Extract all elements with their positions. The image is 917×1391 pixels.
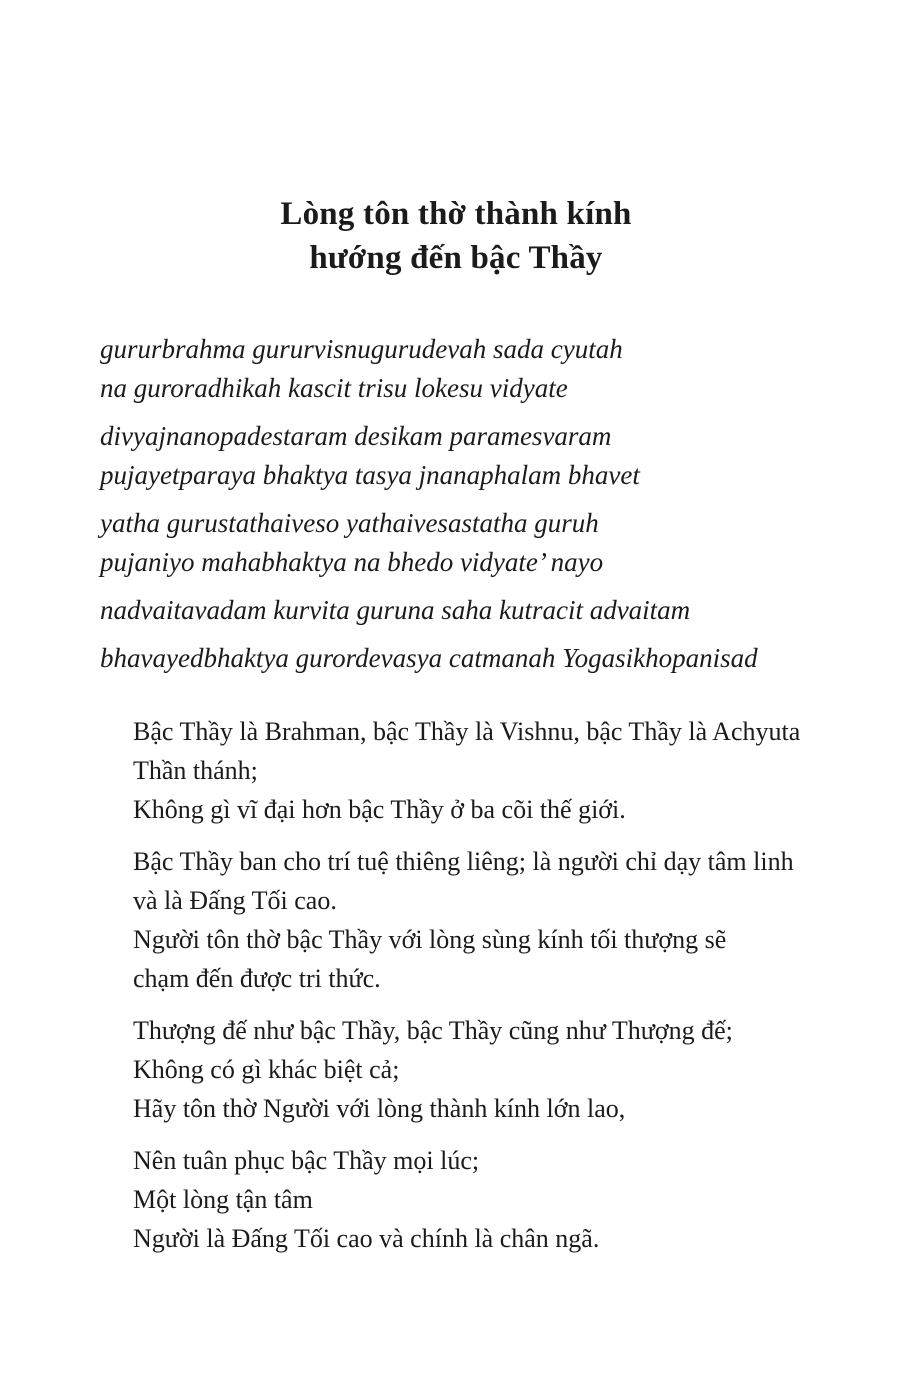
page-title-line-2: hướng đến bậc Thầy bbox=[309, 240, 603, 276]
vietnamese-translation-section bbox=[100, 712, 812, 1258]
translation-line: Bậc Thầy ban cho trí tuệ thiêng liêng; là người chỉ dạy tâm linh bbox=[133, 847, 794, 876]
sanskrit-line: na guroradhikah kascit trisu lokesu vidyate bbox=[100, 373, 568, 403]
translation-line: Người tôn thờ bậc Thầy với lòng sùng kính tối thượng sẽ bbox=[133, 925, 727, 954]
translation-line: Người là Đấng Tối cao và chính là chân ngã. bbox=[133, 1224, 600, 1253]
sanskrit-line: yatha gurustathaiveso yathaivesastatha guruh bbox=[100, 508, 599, 538]
translation-line: Nên tuân phục bậc Thầy mọi lúc; bbox=[133, 1146, 480, 1175]
translation-paragraph bbox=[133, 842, 812, 998]
translation-line: Thượng đế như bậc Thầy, bậc Thầy cũng như Thượng đế; bbox=[133, 1016, 733, 1045]
sanskrit-verse-section bbox=[100, 330, 812, 678]
sanskrit-line: bhavayedbhaktya gurordevasya catmanah Yogasikhopanisad bbox=[100, 643, 758, 673]
sanskrit-stanza bbox=[100, 639, 812, 678]
page-title-line-1: Lòng tôn thờ thành kính bbox=[280, 196, 632, 232]
translation-paragraph bbox=[133, 1011, 812, 1128]
translation-line: và là Đấng Tối cao. bbox=[133, 886, 337, 915]
translation-line: Bậc Thầy là Brahman, bậc Thầy là Vishnu, bậc Thầy là Achyuta bbox=[133, 717, 801, 746]
sanskrit-line: pujaniyo mahabhaktya na bhedo vidyate’ nayo bbox=[100, 547, 604, 577]
sanskrit-line: pujayetparaya bhaktya tasya jnanaphalam bhavet bbox=[100, 460, 640, 490]
sanskrit-stanza bbox=[100, 330, 812, 408]
sanskrit-line: nadvaitavadam kurvita guruna saha kutracit advaitam bbox=[100, 595, 691, 625]
page-title bbox=[100, 192, 812, 280]
sanskrit-stanza bbox=[100, 504, 812, 582]
sanskrit-stanza bbox=[100, 417, 812, 495]
sanskrit-line: divyajnanopadestaram desikam paramesvaram bbox=[100, 421, 612, 451]
translation-paragraph bbox=[133, 1141, 812, 1258]
translation-line: Một lòng tận tâm bbox=[133, 1185, 313, 1214]
sanskrit-stanza bbox=[100, 591, 812, 630]
translation-line: Không gì vĩ đại hơn bậc Thầy ở ba cõi thế giới. bbox=[133, 795, 626, 824]
translation-line: Không có gì khác biệt cả; bbox=[133, 1055, 400, 1084]
translation-line: chạm đến được tri thức. bbox=[133, 964, 381, 993]
translation-line: Hãy tôn thờ Người với lòng thành kính lớn lao, bbox=[133, 1094, 626, 1123]
translation-line: Thần thánh; bbox=[133, 756, 258, 785]
translation-paragraph bbox=[133, 712, 812, 829]
sanskrit-line: gururbrahma gururvisnugurudevah sada cyutah bbox=[100, 334, 623, 364]
